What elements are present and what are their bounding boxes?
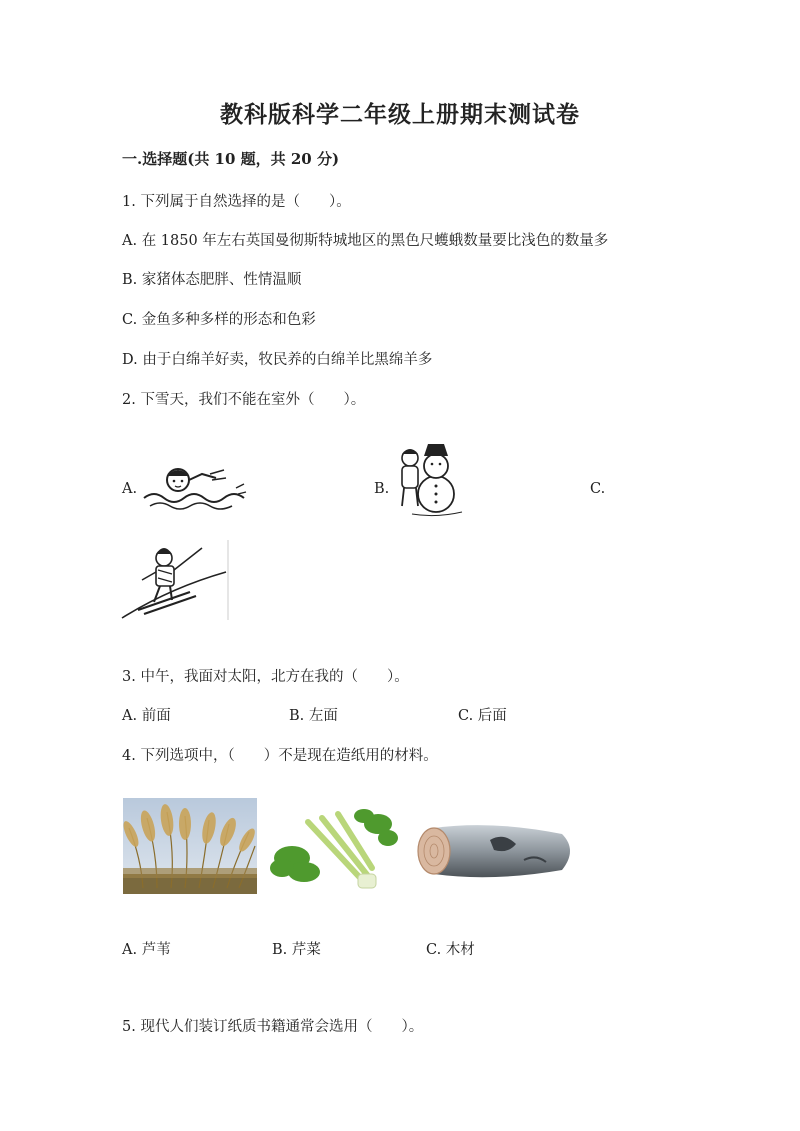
question-4-stem: 4. 下列选项中，（ ）不是现在造纸用的材料。 — [122, 748, 438, 764]
question-5-stem: 5. 现代人们装订纸质书籍通常会选用（ ）。 — [122, 1019, 424, 1035]
question-4-option-a: A. 芦苇 — [122, 942, 171, 958]
question-2-label-b: B. — [374, 481, 390, 497]
question-3-option-b: B. 左面 — [289, 708, 338, 724]
wood-log-photo — [412, 818, 576, 884]
question-1-option-a: A. 在 1850 年左右英国曼彻斯特城地区的黑色尺蠖蛾数量要比浅色的数量多 — [122, 233, 609, 249]
question-1-option-d: D. 由于白绵羊好卖，牧民养的白绵羊比黑绵羊多 — [122, 352, 433, 368]
question-4-option-b: B. 芹菜 — [272, 942, 321, 958]
question-1-stem: 1. 下列属于自然选择的是（ ）。 — [122, 194, 351, 210]
question-4-option-c: C. 木材 — [426, 942, 475, 958]
swimmer-illustration — [140, 458, 250, 518]
question-2-label-a: A. — [122, 481, 138, 497]
skier-illustration — [120, 540, 232, 622]
question-2-label-c: C. — [590, 481, 606, 497]
page-title: 教科版科学二年级上册期末测试卷 — [220, 101, 580, 128]
reed-photo — [123, 798, 257, 894]
question-3-option-a: A. 前面 — [122, 708, 171, 724]
snowman-illustration — [392, 440, 468, 518]
section-heading: 一.选择题(共 10 题，共 20 分) — [122, 150, 340, 168]
question-3-stem: 3. 中午，我面对太阳，北方在我的（ ）。 — [122, 669, 409, 685]
celery-photo — [268, 802, 402, 892]
question-1-option-c: C. 金鱼多种多样的形态和色彩 — [122, 312, 316, 328]
question-1-option-b: B. 家猪体态肥胖、性情温顺 — [122, 272, 302, 288]
question-2-stem: 2. 下雪天，我们不能在室外（ ）。 — [122, 392, 366, 408]
question-3-option-c: C. 后面 — [458, 708, 507, 724]
